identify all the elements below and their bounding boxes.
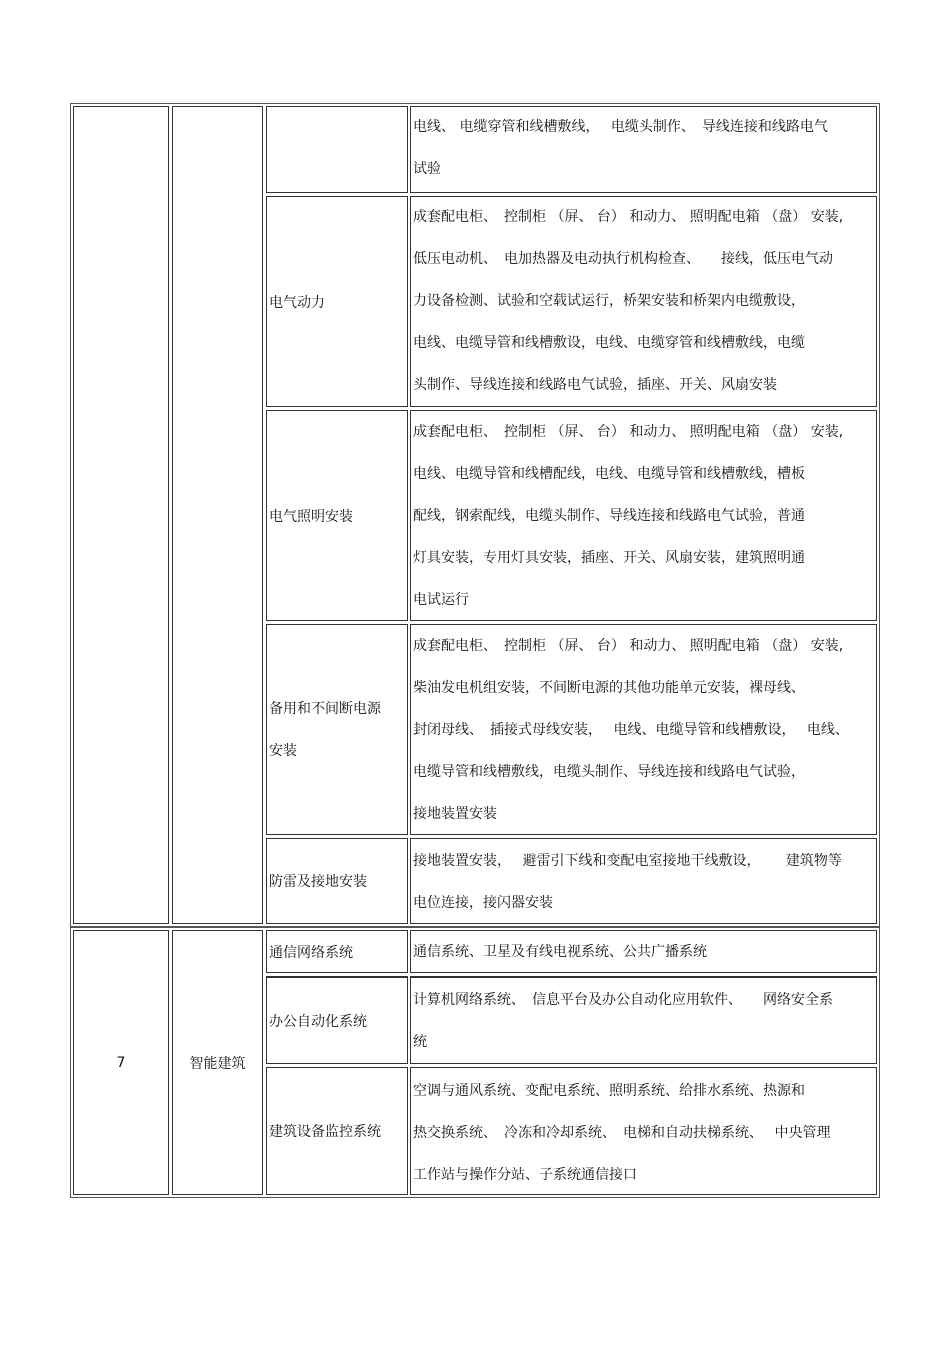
content-line: 电缆导管和线槽敷线，电缆头制作、导线连接和线路电气试验， (413, 764, 805, 780)
content-cell (410, 976, 877, 1064)
content-line: 计算机网络系统、 信息平台及办公自动化应用软件、 网络安全系 (413, 992, 833, 1008)
subitem-label: 电气动力 (269, 294, 325, 311)
content-cell (410, 106, 877, 193)
content-line: 电位连接，接闪器安装 (413, 895, 553, 911)
subitem-cell (266, 976, 408, 1064)
subitem-label: 建筑设备监控系统 (269, 1124, 381, 1140)
content-cell (410, 1067, 877, 1195)
content-line: 通信系统、卫星及有线电视系统、公共广播系统 (413, 944, 707, 960)
content-line: 电试运行 (413, 592, 469, 608)
content-line: 接地装置安装， 避雷引下线和变配电室接地干线敷设， 建筑物等 (413, 853, 842, 869)
content-line: 低压电动机、 电加热器及电动执行机构检查、 接线，低压电气动 (413, 251, 833, 267)
content-line: 接地装置安装 (413, 806, 497, 822)
content-line: 封闭母线、 插接式母线安装， 电线、电缆导管和线槽敷设， 电线、 (413, 722, 849, 738)
content-line: 工作站与操作分站、子系统通信接口 (413, 1167, 637, 1183)
content-line: 统 (413, 1034, 427, 1050)
content-line: 成套配电柜、 控制柜 （屏、 台） 和动力、 照明配电箱 （盘） 安装, (413, 209, 844, 225)
category-cell-empty (172, 106, 263, 924)
subitem-label: 办公自动化系统 (269, 1013, 367, 1030)
subitem-label-line: 备用和不间断电源 (269, 700, 381, 717)
content-line: 灯具安装，专用灯具安装，插座、开关、风扇安装，建筑照明通 (413, 550, 805, 566)
subitem-label: 防雷及接地安装 (269, 874, 367, 890)
content-line: 头制作、导线连接和线路电气试验，插座、开关、风扇安装 (413, 377, 777, 393)
content-line: 成套配电柜、 控制柜 （屏、 台） 和动力、 照明配电箱 （盘） 安装, (413, 638, 844, 654)
content-cell (410, 624, 877, 835)
content-cell (410, 196, 877, 407)
content-cell (410, 410, 877, 621)
content-line: 电线、电缆导管和线槽敷设，电线、电缆穿管和线槽敷线，电缆 (413, 335, 805, 351)
subitem-cell (266, 930, 408, 973)
subitem-label-line: 安装 (269, 742, 297, 759)
subitem-cell (266, 410, 408, 621)
content-line: 成套配电柜、 控制柜 （屏、 台） 和动力、 照明配电箱 （盘） 安装, (413, 424, 844, 440)
content-line: 力设备检测、试验和空载试运行，桥架安装和桥架内电缆敷设， (413, 293, 805, 309)
content-line: 试验 (413, 161, 441, 177)
content-line: 电线、电缆导管和线槽配线，电线、电缆导管和线槽敷线，槽板 (413, 466, 805, 482)
subitem-cell (266, 838, 408, 924)
number-cell (73, 930, 169, 1195)
number-cell-empty (73, 106, 169, 924)
content-line: 空调与通风系统、变配电系统、照明系统、给排水系统、热源和 (413, 1083, 805, 1099)
category-label: 智能建筑 (189, 1055, 246, 1072)
content-cell (410, 838, 877, 924)
subitem-cell (266, 196, 408, 407)
subitem-cell (266, 624, 408, 835)
category-cell (172, 930, 263, 1195)
row-number: 7 (116, 1054, 126, 1071)
content-line: 电线、 电缆穿管和线槽敷线， 电缆头制作、 导线连接和线路电气 (413, 119, 828, 135)
subitem-cell (266, 106, 408, 193)
subitem-label: 电气照明安装 (269, 508, 353, 525)
content-line: 配线，钢索配线，电缆头制作、导线连接和线路电气试验，普通 (413, 508, 805, 524)
content-line: 热交换系统、 冷冻和冷却系统、 电梯和自动扶梯系统、 中央管理 (413, 1125, 831, 1141)
content-cell (410, 930, 877, 973)
subitem-label: 通信网络系统 (269, 944, 353, 961)
subitem-cell (266, 1067, 408, 1195)
content-line: 柴油发电机组安装，不间断电源的其他功能单元安装，裸母线、 (413, 680, 805, 696)
